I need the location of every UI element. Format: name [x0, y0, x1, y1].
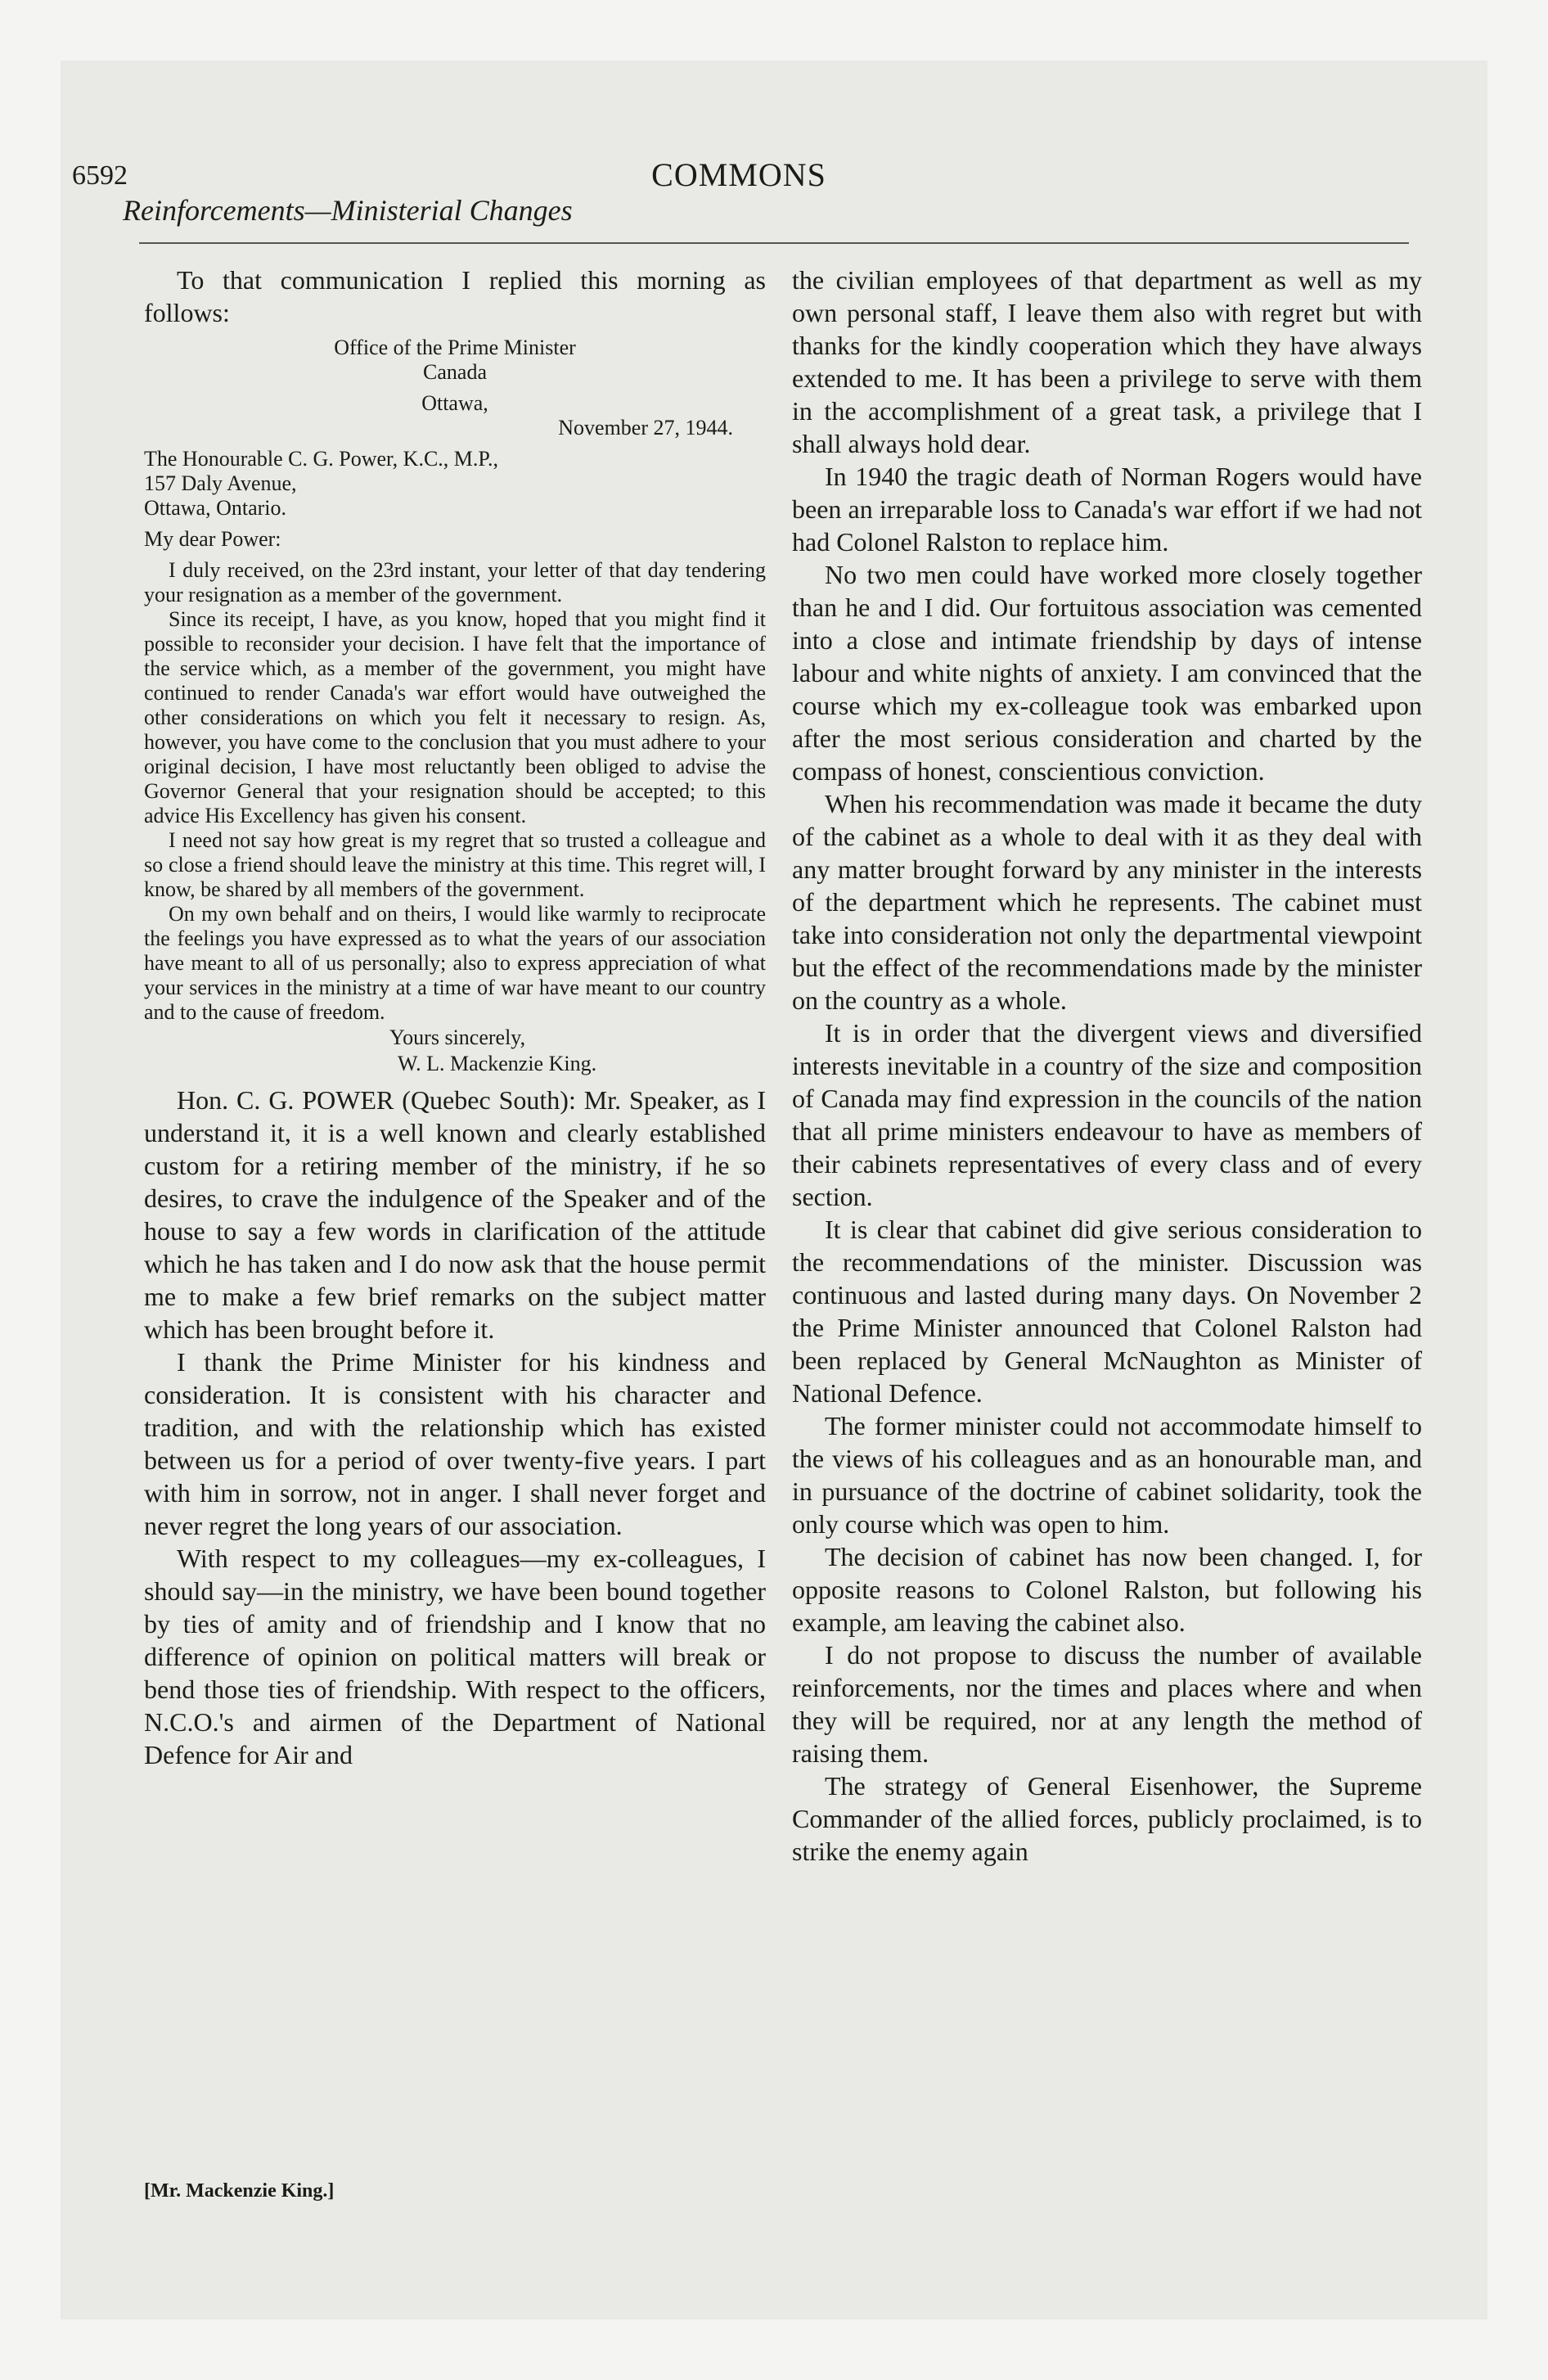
body-paragraph: The decision of cabinet has now been changed. I, for opposite reasons to Colonel Ralston, but following his example, am leaving the cabinet also.	[792, 1542, 1422, 1637]
body-paragraph: The strategy of General Eisenhower, the Supreme Commander of the allied forces, publicly proclaimed, is to strike the enemy again	[792, 1771, 1422, 1866]
body-paragraph: the civilian employees of that department as well as my own personal staff, I leave them also with regret but with thanks for the kindly cooperation which they have always extended to me. It has been a privilege to serve with them in the accomplishment of a great task, a privilege that I shall always hold dear.	[792, 265, 1422, 458]
letter-paragraph: I duly received, on the 23rd instant, your letter of that day tendering your resignation as a member of the government.	[144, 558, 766, 606]
page-header	[72, 97, 1406, 227]
letter-paragraph: I need not say how great is my regret that so trusted a colleague and so close a friend should leave the ministry at this time. This regret will, I know, be shared by all members of the government.	[144, 828, 766, 901]
body-paragraph: It is clear that cabinet did give serious consideration to the recommendations of the minister. Discussion was continuous and lasted during many days. On November 2 the Prime Minister announced that Colonel Ralston had been replaced by General McNaughton as Minister of National Defence.	[792, 1215, 1422, 1408]
body-paragraph: It is in order that the divergent views and diversified interests inevitable in a country of the size and composition of Canada may find expression in the councils of the nation that all prime ministers endeavour to have as members of their cabinets representatives of every class and of every section.	[792, 1018, 1422, 1211]
body-paragraph: No two men could have worked more closely together than he and I did. Our fortuitous association was cemented into a close and intimate friendship by days of intense labour and white nights of anxiety. I am convinced that the course which my ex-colleague took was embarked upon after the most serious consideration and charted by the compass of honest, conscientious conviction.	[792, 560, 1422, 786]
section-title: COMMONS	[651, 156, 826, 193]
left-column	[144, 264, 766, 1771]
header-rule	[139, 242, 1409, 244]
closing: Yours sincerely,	[389, 1025, 526, 1049]
speaker-footnote: [Mr. Mackenzie King.]	[144, 2180, 335, 2202]
intro-paragraph: To that communication I replied this morning as follows:	[144, 265, 766, 327]
letter-city: Ottawa,	[421, 391, 488, 415]
right-column	[792, 264, 1422, 1868]
letter-paragraph: On my own behalf and on theirs, I would like warmly to reciprocate the feelings you have expressed as to what the years of our association have meant to all of us personally; also to express appreciation of what your services in the ministry at a time of war have meant to our country and to the cause of freedom.	[144, 902, 766, 1024]
body-paragraph: I do not propose to discuss the number of available reinforcements, nor the times and places where and when they will be required, nor at any length the method of raising them.	[792, 1640, 1422, 1768]
salutation: My dear Power:	[144, 527, 281, 551]
body-paragraph: When his recommendation was made it became the duty of the cabinet as a whole to deal with it as they deal with any matter brought forward by any minister in the interests of the department which he represents. The cabinet must take into consideration not only the departmental viewpoint but the effect of the recommendations made by the minister on the country as a whole.	[792, 789, 1422, 1015]
running-title: Reinforcements—Ministerial Changes	[123, 194, 573, 227]
page-number: 6592	[72, 160, 128, 191]
body-paragraph: In 1940 the tragic death of Norman Rogers would have been an irreparable loss to Canada's war effort if we had not had Colonel Ralston to replace him.	[792, 462, 1422, 557]
address-line: 157 Daly Avenue,	[144, 471, 297, 495]
signature: W. L. Mackenzie King.	[398, 1052, 597, 1075]
letter-paragraph: Since its receipt, I have, as you know, hoped that you might find it possible to reconsider your decision. I have felt that the importance of the service which, as a member of the government, you might have continued to render Canada's war effort would have outweighed the other considerations on which you felt it necessary to resign. As, however, you have come to the conclusion that you must adhere to your original decision, I have most reluctantly been obliged to advise the Governor General that your resignation should be accepted; to this advice His Excellency has given his consent.	[144, 607, 766, 827]
body-paragraph: The former minister could not accommodate himself to the views of his colleagues and as an honourable man, and in pursuance of the doctrine of cabinet solidarity, took the only course which was open to him.	[792, 1411, 1422, 1539]
speech-paragraph: Hon. C. G. POWER (Quebec South): Mr. Speaker, as I understand it, it is a well known and clearly established custom for a retiring member of the ministry, if he so desires, to crave the indulgence of the Speaker and of the house to say a few words in clarification of the attitude which he has taken and I do now ask that the house permit me to make a few brief remarks on the subject matter which has been brought before it.	[144, 1085, 766, 1344]
speech-paragraph: I thank the Prime Minister for his kindness and consideration. It is consistent with his character and tradition, and with the relationship which has existed between us for a period of over twenty-five years. I part with him in sorrow, not in anger. I shall never forget and never regret the long years of our association.	[144, 1347, 766, 1540]
address-line: The Honourable C. G. Power, K.C., M.P.,	[144, 447, 498, 471]
letterhead-line: Canada	[423, 360, 487, 384]
letter-date: November 27, 1944.	[558, 416, 733, 439]
speech-paragraph: With respect to my colleagues—my ex-colleagues, I should say—in the ministry, we have been bound together by ties of amity and of friendship and I know that no difference of opinion on political matters will break or bend those ties of friendship. With respect to the officers, N.C.O.'s and airmen of the Department of National Defence for Air and	[144, 1544, 766, 1769]
address-line: Ottawa, Ontario.	[144, 496, 287, 520]
letterhead-line: Office of the Prime Minister	[334, 336, 576, 359]
